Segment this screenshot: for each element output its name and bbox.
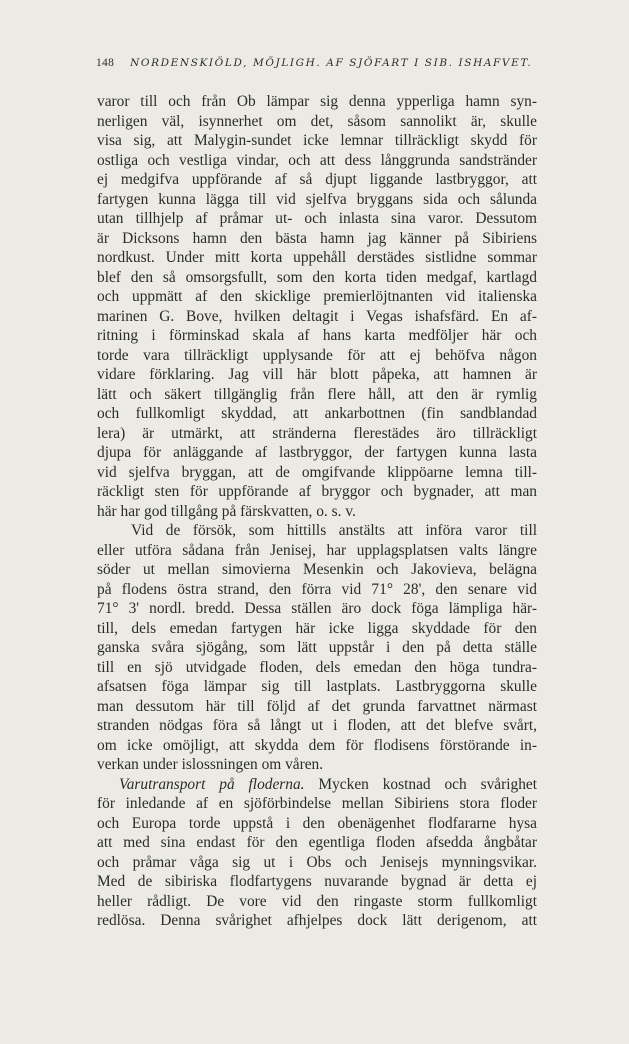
- text-line: till en sjö utvidgade floden, dels emedan den höga tundra-: [97, 658, 537, 676]
- text-line: verkan under islossningen om våren.: [97, 756, 324, 773]
- text-line: torde vara tillräckligt upplysande för att ej behöfva någon: [97, 346, 537, 364]
- text-line: för inledande af en sjöförbindelse mellan Sibiriens stora floder: [97, 795, 537, 812]
- text-line: nordkust. Under mitt korta uppehåll derstädes sistlidne sommar: [97, 249, 537, 266]
- body-text: [97, 92, 537, 931]
- section-heading: Varutransport på floderna.: [119, 775, 305, 793]
- text-line: lera) är utmärkt, att stränderna flerestädes äro tillräckligt: [97, 424, 537, 442]
- text-line: man dessutom här till följd af det grunda farvattnet närmast: [97, 697, 537, 715]
- text-line: Vid de försök, som hittills anstälts att införa varor till: [131, 522, 537, 539]
- running-header: [96, 55, 546, 69]
- text-line: ej medgifva uppförande af så djupt liggande lastbryggor, att: [97, 171, 537, 188]
- text-line: ostliga och vestliga vindar, och att dess långgrunda sandstränder: [97, 151, 537, 169]
- text-line-with-heading: [97, 775, 537, 795]
- text-line: utan tillhjelp af pråmar ut- och inlasta sina varor. Dessutom: [97, 210, 537, 227]
- text-line: marinen G. Bove, hvilken deltagit i Vegas ishafsfärd. En af-: [97, 307, 537, 325]
- text-line: djupa för anläggande af lastbryggor, der fartygen kunna lasta: [97, 444, 537, 461]
- text-line: stranden nödgas föra så långt ut i floden, att det blefve svårt,: [97, 717, 537, 734]
- text-line: eller utföra sådana från Jenisej, har upplagsplatsen valts längre: [97, 541, 537, 559]
- text-line: och uppmätt af den skicklige premierlöjtnanten vid italienska: [97, 288, 537, 305]
- text-line: redlösa. Denna svårighet afhjelpes dock lätt derigenom, att: [97, 912, 537, 929]
- text-line: på flodens östra strand, den förra vid 71° 28', den senare vid: [97, 580, 537, 598]
- text-line: heller rådligt. De vore vid den ringaste storm fullkomligt: [97, 892, 537, 910]
- text-line: ganska svåra sjögång, som lätt uppstår i den på detta ställe: [97, 639, 537, 656]
- text-line: vidare förklaring. Jag vill här blott påpeka, att hamnen är: [97, 366, 537, 383]
- text-line: och pråmar våga sig ut i Obs och Jenisejs mynningsvikar.: [97, 853, 537, 871]
- text-line: och Europa torde uppstå i den obenägenhet flodfararne hysa: [97, 814, 537, 832]
- text-line: lätt och säkert tillgänglig från flere håll, att den är rymlig: [97, 385, 537, 403]
- text-line: fartygen kunna lägga till vid sjelfva bryggans sida och sålunda: [97, 190, 537, 208]
- text-line: afsatsen föga lämpar sig till lastplats. Lastbryggorna skulle: [97, 678, 537, 695]
- text-line: att med sina endast för den egentliga floden afsedda ångbåtar: [97, 834, 537, 851]
- page-number: 148: [96, 57, 115, 69]
- text-line: blef den så omsorgsfullt, som den korta tiden medgaf, kartlagd: [97, 268, 537, 286]
- text-line: nerligen väl, isynnerhet om det, såsom sannolikt är, skulle: [97, 112, 537, 130]
- text-line: Med de sibiriska flodfartygens nuvarande bygnad är detta ej: [97, 873, 537, 890]
- text-line: visa sig, att Malygin-sundet icke lemnar tillräckligt skydd för: [97, 132, 537, 149]
- text-line: vid sjelfva bryggan, att de omgifvande klippöarne lemna till-: [97, 463, 537, 481]
- text-line-tail: Mycken kostnad och svårighet: [318, 775, 537, 793]
- text-line: till, dels emedan fartygen här icke ligga skyddade för den: [97, 619, 537, 637]
- text-line: räckligt sten för uppförande af bryggor och bygnader, att man: [97, 483, 537, 500]
- text-line: ritning i förminskad skala af hans karta medföljer här och: [97, 327, 537, 344]
- text-line: varor till och från Ob lämpar sig denna ypperliga hamn syn-: [97, 93, 537, 110]
- running-title: NORDENSKIÖLD, MÖJLIGH. AF SJÖFART I SIB. ISHAFVET.: [130, 57, 533, 69]
- text-line: är Dicksons hamn den bästa hamn jag känner på Sibiriens: [97, 229, 537, 247]
- text-line: här har god tillgång på färskvatten, o. s. v.: [97, 502, 356, 520]
- text-line: 71° 3' nordl. bredd. Dessa ställen äro dock föga lämpliga här-: [97, 600, 537, 617]
- text-line: söder ut mellan simovierna Mesenkin och Jakovieva, belägna: [97, 561, 537, 578]
- text-line: och fullkomligt skyddad, att ankarbottnen (fin sandblandad: [97, 405, 537, 422]
- text-line: om icke omöjligt, att skydda dem för flodisens förstörande in-: [97, 736, 537, 754]
